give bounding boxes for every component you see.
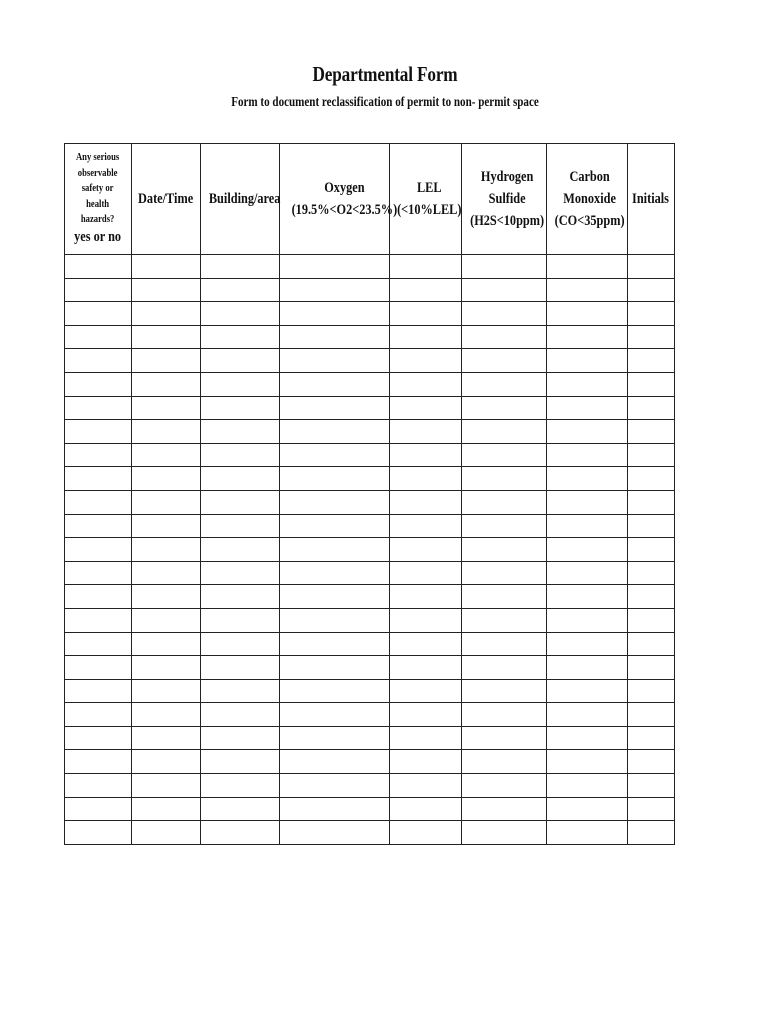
column-header-co [547,144,628,255]
entry-cell-oxygen[interactable] [280,420,390,444]
table-row [65,443,675,467]
entry-cell-initials[interactable] [628,467,675,491]
entry-cell-initials[interactable] [628,632,675,656]
table-row [65,396,675,420]
column-header-oxygen [280,144,398,255]
entry-cell-h2s[interactable] [462,538,547,562]
entry-cell-initials[interactable] [628,255,675,279]
entry-cell-datetime[interactable] [132,703,201,727]
table-row [65,703,675,727]
table-row [65,750,675,774]
entry-cell-hazards[interactable] [65,608,132,632]
entry-cell-oxygen[interactable] [280,349,390,373]
entry-cell-building[interactable] [201,703,280,727]
table-row [65,255,675,279]
entry-cell-datetime[interactable] [132,514,201,538]
entry-cell-hazards[interactable] [65,255,132,279]
entry-cell-h2s[interactable] [462,302,547,326]
entry-cell-hazards[interactable] [65,538,132,562]
entry-cell-initials[interactable] [628,538,675,562]
entry-cell-hazards[interactable] [65,278,132,302]
header-line: Initials [632,191,670,207]
entry-cell-h2s[interactable] [462,726,547,750]
table-row [65,585,675,609]
entry-cell-hazards[interactable] [65,821,132,845]
entry-cell-hazards[interactable] [65,656,132,680]
entry-cell-lel[interactable] [390,726,462,750]
entry-cell-hazards[interactable] [65,514,132,538]
entry-cell-building[interactable] [201,561,280,585]
table-row [65,679,675,703]
entry-cell-lel[interactable] [390,302,462,326]
entry-cell-initials[interactable] [628,325,675,349]
table-row [65,656,675,680]
entry-cell-initials[interactable] [628,443,675,467]
entry-cell-building[interactable] [201,443,280,467]
entry-cell-building[interactable] [201,585,280,609]
entry-cell-initials[interactable] [628,561,675,585]
header-line: Any serious [76,152,120,164]
entry-cell-datetime[interactable] [132,821,201,845]
entry-cell-initials[interactable] [628,302,675,326]
entry-cell-initials[interactable] [628,396,675,420]
entry-cell-datetime[interactable] [132,750,201,774]
column-header-hazards [65,144,132,255]
table-row [65,349,675,373]
entry-cell-building[interactable] [201,325,280,349]
entry-cell-oxygen[interactable] [280,632,390,656]
entry-cell-lel[interactable] [390,774,462,798]
entry-cell-initials[interactable] [628,797,675,821]
entry-cell-initials[interactable] [628,585,675,609]
entry-cell-datetime[interactable] [132,585,201,609]
entry-cell-h2s[interactable] [462,703,547,727]
header-line: (19.5%<O2<23.5%) [291,202,398,218]
entry-cell-h2s[interactable] [462,774,547,798]
table-row [65,797,675,821]
entry-cell-oxygen[interactable] [280,585,390,609]
table-row [65,302,675,326]
entry-cell-co[interactable] [547,656,628,680]
entry-cell-oxygen[interactable] [280,561,390,585]
entry-cell-initials[interactable] [628,750,675,774]
table-body [65,255,675,845]
entry-cell-co[interactable] [547,514,628,538]
entry-cell-lel[interactable] [390,255,462,279]
entry-cell-building[interactable] [201,726,280,750]
entry-cell-building[interactable] [201,278,280,302]
entry-cell-hazards[interactable] [65,750,132,774]
header-line: health [86,198,110,210]
entry-cell-oxygen[interactable] [280,679,390,703]
table-row [65,561,675,585]
entry-cell-h2s[interactable] [462,656,547,680]
entry-cell-initials[interactable] [628,278,675,302]
header-line: Hydrogen [480,169,534,185]
entry-cell-co[interactable] [547,302,628,326]
entry-cell-datetime[interactable] [132,278,201,302]
entry-cell-co[interactable] [547,467,628,491]
entry-cell-h2s[interactable] [462,443,547,467]
entry-cell-oxygen[interactable] [280,750,390,774]
entry-cell-datetime[interactable] [132,255,201,279]
entry-cell-oxygen[interactable] [280,372,390,396]
entry-cell-hazards[interactable] [65,490,132,514]
column-header-datetime [132,144,201,255]
entry-cell-lel[interactable] [390,467,462,491]
entry-cell-initials[interactable] [628,349,675,373]
entry-cell-h2s[interactable] [462,585,547,609]
header-line: observable [78,167,118,179]
entry-cell-initials[interactable] [628,490,675,514]
entry-cell-datetime[interactable] [132,679,201,703]
entry-cell-oxygen[interactable] [280,443,390,467]
entry-cell-initials[interactable] [628,774,675,798]
entry-cell-co[interactable] [547,608,628,632]
entry-cell-building[interactable] [201,420,280,444]
entry-cell-oxygen[interactable] [280,278,390,302]
entry-cell-h2s[interactable] [462,632,547,656]
reclassification-log-table [64,143,675,845]
entry-cell-hazards[interactable] [65,302,132,326]
entry-cell-lel[interactable] [390,396,462,420]
table-row [65,278,675,302]
entry-cell-oxygen[interactable] [280,703,390,727]
entry-cell-h2s[interactable] [462,278,547,302]
entry-cell-oxygen[interactable] [280,490,390,514]
entry-cell-h2s[interactable] [462,514,547,538]
entry-cell-h2s[interactable] [462,467,547,491]
entry-cell-datetime[interactable] [132,726,201,750]
entry-cell-datetime[interactable] [132,561,201,585]
entry-cell-oxygen[interactable] [280,467,390,491]
header-line: (CO<35ppm) [554,213,625,229]
entry-cell-building[interactable] [201,255,280,279]
entry-cell-oxygen[interactable] [280,656,390,680]
entry-cell-building[interactable] [201,750,280,774]
entry-cell-initials[interactable] [628,656,675,680]
entry-cell-datetime[interactable] [132,372,201,396]
entry-cell-initials[interactable] [628,726,675,750]
entry-cell-hazards[interactable] [65,349,132,373]
table-row [65,821,675,845]
entry-cell-lel[interactable] [390,325,462,349]
entry-cell-h2s[interactable] [462,561,547,585]
entry-cell-lel[interactable] [390,490,462,514]
entry-cell-h2s[interactable] [462,490,547,514]
header-line: Carbon [569,169,610,185]
entry-cell-building[interactable] [201,396,280,420]
entry-cell-datetime[interactable] [132,443,201,467]
entry-cell-building[interactable] [201,538,280,562]
column-header-lel [390,144,462,255]
entry-cell-h2s[interactable] [462,750,547,774]
entry-cell-lel[interactable] [390,679,462,703]
entry-cell-building[interactable] [201,797,280,821]
entry-cell-hazards[interactable] [65,774,132,798]
entry-cell-building[interactable] [201,679,280,703]
header-line: safety or [82,183,114,195]
entry-cell-lel[interactable] [390,514,462,538]
header-line: Oxygen [324,180,365,196]
entry-cell-lel[interactable] [390,278,462,302]
table-row [65,608,675,632]
entry-cell-lel[interactable] [390,443,462,467]
entry-cell-datetime[interactable] [132,325,201,349]
entry-cell-datetime[interactable] [132,420,201,444]
entry-cell-building[interactable] [201,302,280,326]
entry-cell-h2s[interactable] [462,608,547,632]
entry-cell-oxygen[interactable] [280,797,390,821]
entry-cell-hazards[interactable] [65,726,132,750]
entry-cell-datetime[interactable] [132,797,201,821]
column-header-initials [628,144,675,255]
entry-cell-co[interactable] [547,396,628,420]
entry-cell-co[interactable] [547,561,628,585]
entry-cell-oxygen[interactable] [280,774,390,798]
entry-cell-building[interactable] [201,632,280,656]
entry-cell-building[interactable] [201,467,280,491]
entry-cell-co[interactable] [547,255,628,279]
entry-cell-hazards[interactable] [65,396,132,420]
table-row [65,372,675,396]
form-subtitle: Form to document reclassification of permit to non- permit space [231,94,539,109]
entry-cell-co[interactable] [547,797,628,821]
entry-cell-lel[interactable] [390,349,462,373]
entry-cell-h2s[interactable] [462,372,547,396]
entry-cell-co[interactable] [547,372,628,396]
entry-cell-co[interactable] [547,679,628,703]
entry-cell-initials[interactable] [628,703,675,727]
entry-cell-co[interactable] [547,443,628,467]
entry-cell-building[interactable] [201,514,280,538]
entry-cell-lel[interactable] [390,420,462,444]
entry-cell-h2s[interactable] [462,821,547,845]
table-row [65,632,675,656]
entry-cell-oxygen[interactable] [280,302,390,326]
entry-cell-lel[interactable] [390,797,462,821]
table-row [65,726,675,750]
entry-cell-co[interactable] [547,821,628,845]
entry-cell-lel[interactable] [390,656,462,680]
entry-cell-oxygen[interactable] [280,726,390,750]
entry-cell-building[interactable] [201,608,280,632]
entry-cell-h2s[interactable] [462,325,547,349]
entry-cell-oxygen[interactable] [280,255,390,279]
entry-cell-building[interactable] [201,656,280,680]
entry-cell-co[interactable] [547,420,628,444]
entry-cell-datetime[interactable] [132,538,201,562]
entry-cell-h2s[interactable] [462,255,547,279]
entry-cell-building[interactable] [201,349,280,373]
entry-cell-hazards[interactable] [65,325,132,349]
entry-cell-h2s[interactable] [462,396,547,420]
entry-cell-datetime[interactable] [132,632,201,656]
entry-cell-building[interactable] [201,372,280,396]
entry-cell-co[interactable] [547,325,628,349]
table-row [65,774,675,798]
header-line: Sulfide [488,191,526,207]
entry-cell-h2s[interactable] [462,349,547,373]
entry-cell-oxygen[interactable] [280,396,390,420]
entry-cell-co[interactable] [547,585,628,609]
entry-cell-hazards[interactable] [65,585,132,609]
entry-cell-lel[interactable] [390,372,462,396]
entry-cell-co[interactable] [547,349,628,373]
entry-cell-hazards[interactable] [65,797,132,821]
form-title: Departmental Form [312,62,458,86]
entry-cell-building[interactable] [201,490,280,514]
entry-cell-co[interactable] [547,703,628,727]
entry-cell-hazards[interactable] [65,467,132,491]
entry-cell-lel[interactable] [390,632,462,656]
entry-cell-datetime[interactable] [132,349,201,373]
header-line: (<10%LEL) [397,202,462,218]
column-header-building [201,144,280,255]
entry-cell-datetime[interactable] [132,608,201,632]
entry-cell-h2s[interactable] [462,679,547,703]
entry-cell-lel[interactable] [390,608,462,632]
entry-cell-lel[interactable] [390,821,462,845]
entry-cell-oxygen[interactable] [280,821,390,845]
table-row [65,514,675,538]
header-line: Building/area [208,191,281,207]
table-row [65,467,675,491]
entry-cell-co[interactable] [547,490,628,514]
header-line: (H2S<10ppm) [470,213,545,229]
entry-cell-initials[interactable] [628,608,675,632]
entry-cell-building[interactable] [201,774,280,798]
header-line: LEL [416,180,442,196]
entry-cell-co[interactable] [547,774,628,798]
entry-cell-building[interactable] [201,821,280,845]
entry-cell-hazards[interactable] [65,420,132,444]
entry-cell-datetime[interactable] [132,774,201,798]
entry-cell-initials[interactable] [628,679,675,703]
entry-cell-initials[interactable] [628,420,675,444]
entry-cell-datetime[interactable] [132,396,201,420]
entry-cell-oxygen[interactable] [280,608,390,632]
entry-cell-hazards[interactable] [65,703,132,727]
table-header-row [65,144,675,255]
entry-cell-co[interactable] [547,278,628,302]
entry-cell-initials[interactable] [628,821,675,845]
entry-cell-lel[interactable] [390,703,462,727]
entry-cell-datetime[interactable] [132,656,201,680]
entry-cell-lel[interactable] [390,585,462,609]
entry-cell-hazards[interactable] [65,632,132,656]
entry-cell-datetime[interactable] [132,302,201,326]
column-header-h2s [462,144,547,255]
entry-cell-co[interactable] [547,632,628,656]
entry-cell-hazards[interactable] [65,561,132,585]
entry-cell-lel[interactable] [390,750,462,774]
entry-cell-co[interactable] [547,538,628,562]
entry-cell-hazards[interactable] [65,679,132,703]
table-row [65,420,675,444]
entry-cell-h2s[interactable] [462,420,547,444]
entry-cell-h2s[interactable] [462,797,547,821]
entry-cell-initials[interactable] [628,514,675,538]
entry-cell-oxygen[interactable] [280,325,390,349]
header-line: hazards? [81,214,115,226]
entry-cell-hazards[interactable] [65,443,132,467]
entry-cell-datetime[interactable] [132,490,201,514]
entry-cell-oxygen[interactable] [280,514,390,538]
header-line: Date/Time [138,191,194,207]
table-row [65,538,675,562]
entry-cell-datetime[interactable] [132,467,201,491]
entry-cell-co[interactable] [547,726,628,750]
entry-cell-initials[interactable] [628,372,675,396]
header-line: Monoxide [563,191,616,207]
entry-cell-lel[interactable] [390,561,462,585]
entry-cell-co[interactable] [547,750,628,774]
table-row [65,490,675,514]
table-row [65,325,675,349]
entry-cell-hazards[interactable] [65,372,132,396]
entry-cell-oxygen[interactable] [280,538,390,562]
entry-cell-lel[interactable] [390,538,462,562]
header-subline: yes or no [74,228,122,245]
